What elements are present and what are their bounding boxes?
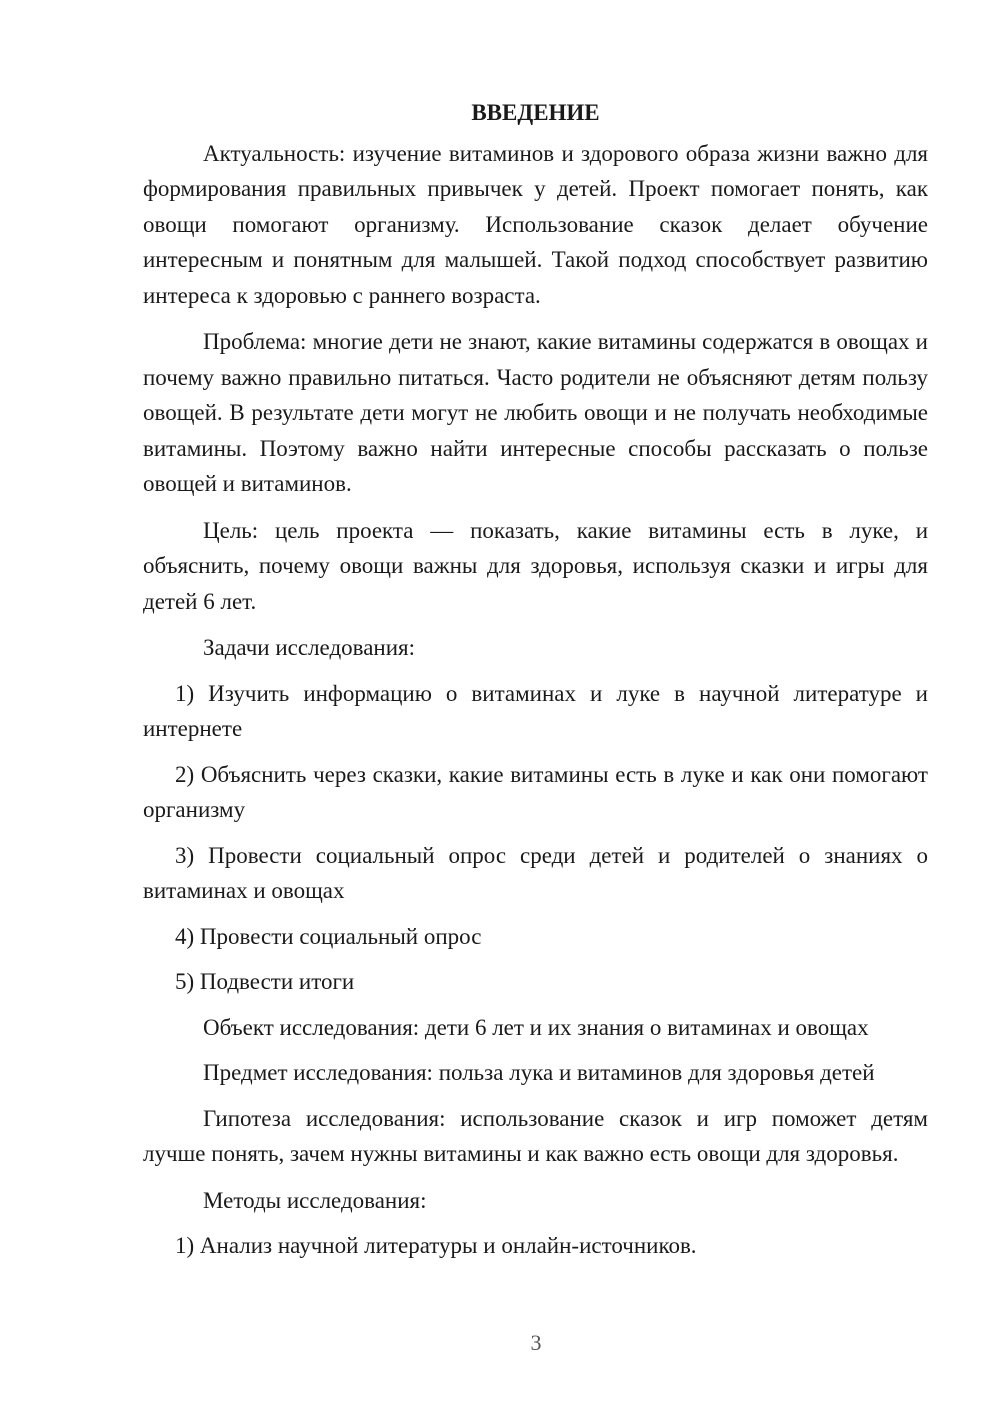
page-number: 3 — [530, 1330, 542, 1355]
goal-paragraph: Цель: цель проекта — показать, какие витамины есть в луке, и объяснить, почему овощи важны для здоровья, используя сказки и игры для детей 6 лет. — [143, 517, 928, 614]
tasks-heading: Задачи исследования: — [203, 635, 416, 660]
hypothesis-paragraph: Гипотеза исследования: использование сказок и игр поможет детям лучше понять, зачем нужны витамины и как важно есть овощи для здоровья. — [143, 1105, 928, 1166]
methods-heading: Методы исследования: — [203, 1187, 427, 1213]
task-item: 5) Подвести итоги — [175, 969, 355, 994]
method-item: 1) Анализ научной литературы и онлайн-источников. — [175, 1233, 697, 1258]
subject-line: Предмет исследования: польза лука и витаминов для здоровья детей — [203, 1060, 875, 1085]
object-line: Объект исследования: дети 6 лет и их знания о витаминах и овощах — [203, 1014, 869, 1040]
task-item: 2) Объяснить через сказки, какие витамины есть в луке и как они помогают организму — [143, 761, 928, 822]
relevance-paragraph: Актуальность: изучение витаминов и здорового образа жизни важно для формирования правильных привычек у детей. Проект помогает понять, как овощи помогают организму. Использование сказок делает обучение интересным и понятным для малышей. Такой подход способствует развитию интереса к здоровью с раннего возраста. — [143, 140, 928, 308]
document-page — [143, 95, 928, 1274]
task-item: 1) Изучить информацию о витаминах и луке в научной литературе и интернете — [143, 680, 928, 741]
task-item: 4) Провести социальный опрос — [175, 923, 482, 949]
task-item: 3) Провести социальный опрос среди детей и родителей о знаниях о витаминах и овощах — [143, 842, 928, 903]
problem-paragraph: Проблема: многие дети не знают, какие витамины содержатся в овощах и почему важно правильно питаться. Часто родители не объясняют детям пользу овощей. В результате дети могут не любить овощи и не получать необходимые витамины. Поэтому важно найти интересные способы рассказать о пользе овощей и витаминов. — [143, 329, 928, 496]
page-title: ВВЕДЕНИЕ — [471, 100, 600, 125]
